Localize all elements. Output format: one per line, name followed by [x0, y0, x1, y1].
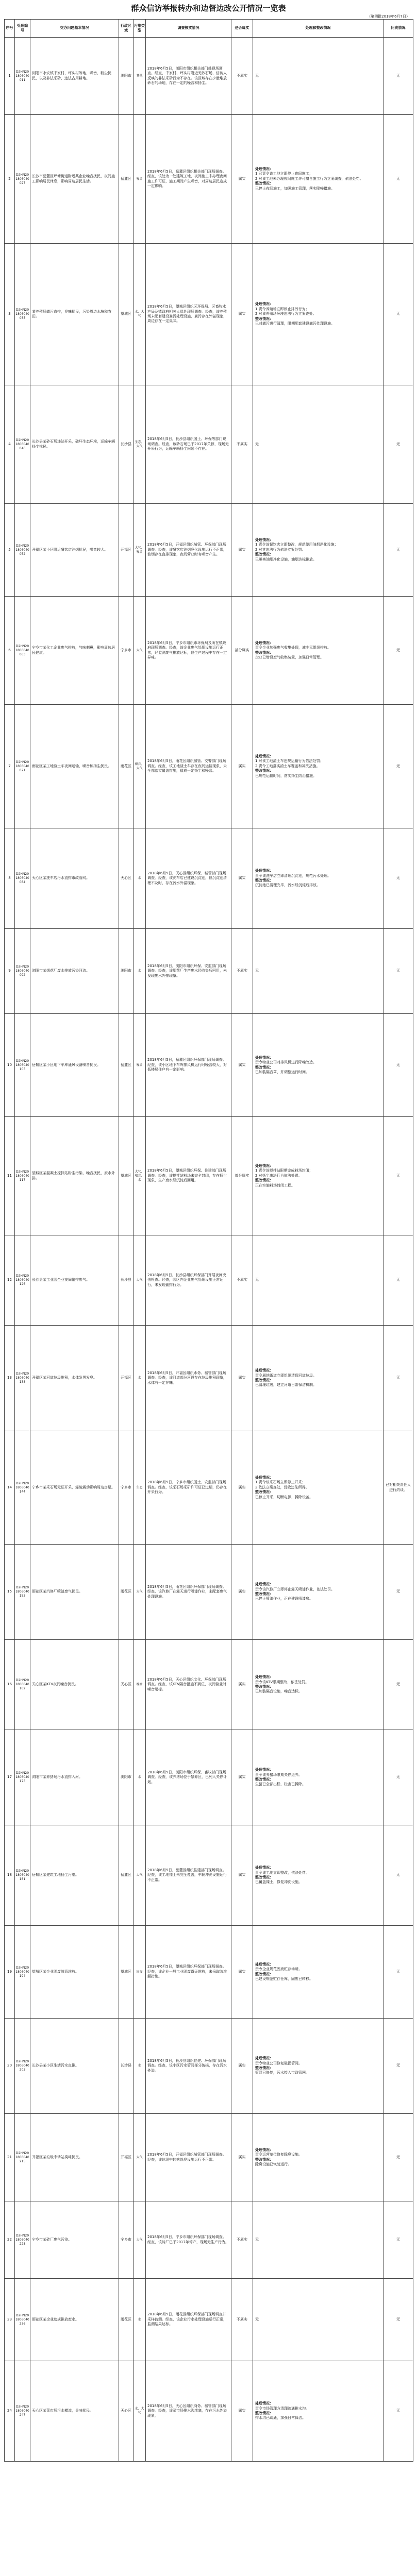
cell-ticket-no: D2HN201806040181: [15, 1825, 30, 1926]
cell-content: 长沙县某砂石场违法开采，破坏生态环境，运输车辆扬尘扰民。: [30, 385, 119, 504]
cell-accountability: 无: [383, 504, 413, 597]
cell-category: 固废: [134, 1926, 146, 2019]
cell-category: 大气: [134, 597, 146, 705]
cell-seq: 20: [5, 2019, 15, 2114]
cell-region: 开福区: [119, 1326, 134, 1431]
cell-region: 岳麓区: [119, 115, 134, 244]
cell-seq: 11: [5, 1117, 15, 1235]
header-investigation: 调查核实情况: [146, 20, 231, 38]
cell-ticket-no: D2HN201806040228: [15, 2201, 30, 2279]
table-row: [5, 597, 413, 705]
cell-seq: 10: [5, 1014, 15, 1117]
cell-status: 属实: [231, 1730, 253, 1825]
cell-seq: 5: [5, 504, 15, 597]
cell-accountability: 无: [383, 705, 413, 828]
cell-content: 浏阳市某烟花厂废水排放污染河流。: [30, 929, 119, 1014]
cell-accountability: 无: [383, 385, 413, 504]
table-row: [5, 1545, 413, 1640]
cell-investigation: 2018年6月5日，开福区组织城管、环保部门现场调查。经查，该餐饮店油烟净化设施运行不正常，油烟存在直排现象，夜间营业时有噪音产生。: [146, 504, 231, 597]
table-row: [5, 828, 413, 929]
cell-seq: 6: [5, 597, 15, 705]
cell-accountability: 无: [383, 1926, 413, 2019]
cell-accountability: 无: [383, 1640, 413, 1730]
cell-status: 不属实: [231, 38, 253, 115]
cell-category: 水: [134, 2019, 146, 2114]
cell-handling: 无: [253, 2201, 383, 2279]
cell-content: 长沙市岳麓区坪塘街道附近某企业噪音扰民，夜间施工影响居民休息，影响周边居民生活。: [30, 115, 119, 244]
cell-status: 属实: [231, 828, 253, 929]
cell-category: 其他: [134, 38, 146, 115]
cell-accountability: 无: [383, 244, 413, 385]
cell-region: 宁乡市: [119, 597, 134, 705]
cell-accountability: 无: [383, 1235, 413, 1326]
cell-investigation: 2018年6月5日，岳麓区组织环保部门现场调查。经查，该小区地下车库排风机运行时噪音较大，对低楼层住户有一定影响。: [146, 1014, 231, 1117]
header-seq: 序号: [5, 20, 15, 38]
table-row: [5, 1730, 413, 1825]
cell-category: 水、大气: [134, 2361, 146, 2462]
cell-content: 开福区某垃圾中转站臭味扰民。: [30, 2114, 119, 2201]
cell-region: 望城区: [119, 1926, 134, 2019]
cell-content: 宁乡市某采石场无证开采，爆破震动影响周边房屋。: [30, 1431, 119, 1545]
cell-region: 宁乡市: [119, 1431, 134, 1545]
cell-region: 天心区: [119, 2361, 134, 2462]
cell-accountability: 无: [383, 2361, 413, 2462]
cell-handling: 处理情况： 责令市场管理方清理疏通排水沟。 整改情况： 排水沟已疏通，加强日常保洁。: [253, 2361, 383, 2462]
cell-investigation: 2018年6月5日，长沙县组织住建、环保部门现场调查。经查，该小区污水管网部分破损，存在污水外溢。: [146, 2019, 231, 2114]
cell-category: 水、大气: [134, 244, 146, 385]
cell-investigation: 2018年6月5日，浏阳市组织环保、安监部门现场调查。经查，该烟花厂生产废水经收集后回用，未发现废水外排现象。: [146, 929, 231, 1014]
cell-ticket-no: D2HN201806040117: [15, 1117, 30, 1235]
cell-status: 属实: [231, 1825, 253, 1926]
cell-ticket-no: D2HN201806040052: [15, 504, 30, 597]
cell-status: 不属实: [231, 2201, 253, 2279]
cell-content: 望城区某企业固废随意堆放。: [30, 1926, 119, 2019]
cell-region: 雨花区: [119, 1545, 134, 1640]
cell-handling: 处理情况： 1.责令该采石场立即停止开采； 2.依法立案查处，没收违法所得。 整改情况： 已停止开采，切断电源，拆除设备。: [253, 1431, 383, 1545]
cell-accountability: 无: [383, 2279, 413, 2361]
cell-investigation: 2018年6月5日，岳麓区组织住建部门现场调查。经查，该工地裸土未完全覆盖，车辆冲洗设施运行不正常。: [146, 1825, 231, 1926]
cell-handling: 处理情况： 责令该洗车店立即清理沉淀池，规范污水处理。 整改情况： 沉淀池已清理完毕，污水经沉淀后排放。: [253, 828, 383, 929]
cell-content: 开福区某小区附近餐饮店油烟扰民，噪音较大。: [30, 504, 119, 597]
batch-label: （第四批: [367, 14, 382, 19]
table-row: [5, 2019, 413, 2114]
table-row: [5, 1235, 413, 1326]
cell-content: 长沙县某工业园企业夜间偷排废气。: [30, 1235, 119, 1326]
cell-category: 水: [134, 2279, 146, 2361]
cell-handling: 处理情况： 责令该养猪场限期关停退养。 整改情况： 生猪已全部出栏，栏舍已拆除。: [253, 1730, 383, 1825]
cell-handling: 处理情况： 1.责令养殖场立即停止排污行为； 2.对该养殖场环境违法行为立案查处。 整改情况： 已对粪污进行清理，限期配套建设粪污处理设施。: [253, 244, 383, 385]
cell-status: 属实: [231, 2361, 253, 2462]
cell-content: 宁乡市某砖厂废气污染。: [30, 2201, 119, 2279]
header-category: 污染类型: [134, 20, 146, 38]
cell-investigation: 2018年6月5日，岳麓区组织相关部门现场调查。经查，该处为一处建筑工地，夜间施工未办理夜间施工许可证，施工期间产生噪音，对周边居民造成一定影响。: [146, 115, 231, 244]
cell-category: 水: [134, 929, 146, 1014]
cell-accountability: 无: [383, 1730, 413, 1825]
cell-investigation: 2018年6月5日，浏阳市组织相关部门赴现场调查。经查，千家村、坪头村附近无砂石场，信访人反映的非法采砂行为不存在。该区域存在少量堆放砂石的场地，存在一定的噪音和扬尘。: [146, 38, 231, 115]
cell-handling: 处理情况： 责令企业加强废气收集处理，减少无组织排放。 整改情况： 企业已增设废气收集装置，加强日常管理。: [253, 597, 383, 705]
cell-handling: 处理情况： 1.责令该搅拌站限期完成料场封闭； 2.对扬尘违法行为依法处罚。 整改情况： 正在实施料场封闭工程。: [253, 1117, 383, 1235]
cell-region: 宁乡市: [119, 2201, 134, 2279]
cell-content: 浏阳市某养猪场污水直排入河。: [30, 1730, 119, 1825]
cell-region: 天心区: [119, 1640, 134, 1730]
table-body: [5, 38, 413, 2462]
cell-investigation: 2018年6月5日，雨花区组织环保部门现场调查。经查，该汽修厂在露天进行喷漆作业，未配套废气处理设施。: [146, 1545, 231, 1640]
cell-seq: 3: [5, 244, 15, 385]
cell-region: 望城区: [119, 1117, 134, 1235]
cell-investigation: 2018年6月5日，望城区组织环保部门现场调查。经查，该企业一般工业固废露天堆放，未采取防渗漏措施。: [146, 1926, 231, 2019]
cell-investigation: 2018年6月5日，雨花区组织环保部门现场调查并采样监测。经查，该企业污水处理设施运行正常，监测结果达标。: [146, 2279, 231, 2361]
cell-handling: 处理情况： 责令物业公司对排风机进行降噪改造。 整改情况： 已加装隔音罩，并调整运行时间。: [253, 1014, 383, 1117]
cell-seq: 24: [5, 2361, 15, 2462]
cell-status: 属实: [231, 1926, 253, 2019]
cell-category: 生态、大气: [134, 385, 146, 504]
cell-accountability: 无: [383, 115, 413, 244]
cell-accountability: 已对相关责任人进行约谈。: [383, 1431, 413, 1545]
table-row: [5, 2114, 413, 2201]
cell-category: 噪音: [134, 1640, 146, 1730]
cell-ticket-no: D2HN201806040027: [15, 115, 30, 244]
cell-ticket-no: D2HN201806040035: [15, 244, 30, 385]
cell-accountability: 无: [383, 1545, 413, 1640]
cell-category: 大气、噪音: [134, 504, 146, 597]
cell-content: 天心区某KTV夜间噪音扰民。: [30, 1640, 119, 1730]
cell-investigation: 2018年6月5日，天心区组织环保、城管部门现场调查。经查，该洗车店已建设沉淀池，但沉淀池清理不及时，存在污水外溢现象。: [146, 828, 231, 929]
cell-status: 属实: [231, 1431, 253, 1545]
cell-ticket-no: D2HN201806040162: [15, 1640, 30, 1730]
cell-seq: 15: [5, 1545, 15, 1640]
cell-ticket-no: D2HN201806040247: [15, 2361, 30, 2462]
cell-seq: 19: [5, 1926, 15, 2019]
cell-seq: 16: [5, 1640, 15, 1730]
cell-status: 属实: [231, 2114, 253, 2201]
cell-seq: 23: [5, 2279, 15, 2361]
cell-ticket-no: D2HN201806040138: [15, 1326, 30, 1431]
cell-ticket-no: D2HN201806040126: [15, 1235, 30, 1326]
cell-region: 浏阳市: [119, 38, 134, 115]
cell-content: 开福区某河道垃圾堆积，水体发黑发臭。: [30, 1326, 119, 1431]
cell-status: 属实: [231, 705, 253, 828]
cell-region: 浏阳市: [119, 1730, 134, 1825]
cell-status: 属实: [231, 1640, 253, 1730]
cell-handling: 处理情况： 责令该汽修厂立即停止露天喷漆作业，依法处罚。 整改情况： 已停止喷漆作业，正在建设喷漆房。: [253, 1545, 383, 1640]
cell-seq: 9: [5, 929, 15, 1014]
table-row: [5, 2201, 413, 2279]
cell-handling: 处理情况： 责令物业公司修复破损管网。 整改情况： 管网已修复，污水接入市政管网。: [253, 2019, 383, 2114]
cell-status: 不属实: [231, 2279, 253, 2361]
cell-seq: 1: [5, 38, 15, 115]
cell-region: 长沙县: [119, 2019, 134, 2114]
cell-handling: 处理情况： 责令该KTV限期整改，依法处罚。 整改情况： 已加装隔音设施，噪音达标。: [253, 1640, 383, 1730]
cell-accountability: 无: [383, 929, 413, 1014]
cell-ticket-no: D2HN201806040144: [15, 1431, 30, 1545]
cell-accountability: 无: [383, 2114, 413, 2201]
cell-category: 水: [134, 1326, 146, 1431]
cell-content: 某养殖场粪污直排，臭味扰民，污染周边水塘和农田。: [30, 244, 119, 385]
cell-investigation: 2018年6月5日，宁乡市组织环保部门现场调查。经查，该砖厂已于2017年停产，现场无生产行为。: [146, 2201, 231, 2279]
table-row: [5, 504, 413, 597]
cell-region: 浏阳市: [119, 929, 134, 1014]
cell-category: 大气: [134, 2201, 146, 2279]
cell-seq: 17: [5, 1730, 15, 1825]
cell-category: 水: [134, 1730, 146, 1825]
cell-ticket-no: D2HN201806040194: [15, 1926, 30, 2019]
cell-region: 岳麓区: [119, 1825, 134, 1926]
cell-accountability: 无: [383, 1014, 413, 1117]
cell-handling: 无: [253, 2279, 383, 2361]
cell-category: 大气、噪音、水: [134, 1117, 146, 1235]
cell-region: 开福区: [119, 504, 134, 597]
cell-region: 雨花区: [119, 705, 134, 828]
cell-handling: 处理情况： 责令企业规范固废贮存场所。 整改情况： 已建设规范贮存仓库，固废已转移。: [253, 1926, 383, 2019]
table-row: [5, 38, 413, 115]
cell-content: 浏阳市永安镇千家村、坪头村等地，噪音、粉尘扰民，以及非法采砂、违法占用耕地。: [30, 38, 119, 115]
cell-category: 生态: [134, 1431, 146, 1545]
cell-ticket-no: D2HN201806040092: [15, 929, 30, 1014]
cell-content: 雨花区某汽修厂喷漆废气扰民。: [30, 1545, 119, 1640]
cell-category: 大气: [134, 1825, 146, 1926]
cell-seq: 7: [5, 705, 15, 828]
cell-investigation: 2018年6月5日，宁乡市组织国土、安监部门现场调查。经查，该采石场采矿许可证已过期，仍存在开采行为。: [146, 1431, 231, 1545]
cell-investigation: 2018年6月5日，望城区组织环保、住建部门现场调查。经查，该搅拌站料场未完全封闭，存在扬尘现象，生产废水经沉淀后回用。: [146, 1117, 231, 1235]
cell-status: 属实: [231, 2019, 253, 2114]
cell-region: 开福区: [119, 2114, 134, 2201]
cell-investigation: 2018年6月5日，长沙县组织国土、环保等部门现场调查。经查，该砂石场已于2017年关停，现场无开采行为，运输车辆扬尘问题不存在。: [146, 385, 231, 504]
cell-status: 不属实: [231, 929, 253, 1014]
table-row: [5, 1825, 413, 1926]
cell-ticket-no: D2HN201806040011: [15, 38, 30, 115]
cell-status: 属实: [231, 1545, 253, 1640]
cell-handling: 无: [253, 385, 383, 504]
header-region: 行政区域: [119, 20, 134, 38]
table-row: [5, 385, 413, 504]
cell-status: 属实: [231, 1326, 253, 1431]
cell-handling: 处理情况： 责令属地街道立即组织清理河道垃圾。 整改情况： 已清理垃圾，建立河道日常保洁机制。: [253, 1326, 383, 1431]
cell-investigation: 2018年6月5日，雨花区组织城管、交警部门现场调查。经查，该工地渣土车存在夜间运输现象，未全部落实覆盖措施，造成一定扬尘和噪音。: [146, 705, 231, 828]
table-row: [5, 1431, 413, 1545]
cell-accountability: 无: [383, 2019, 413, 2114]
cell-region: 望城区: [119, 244, 134, 385]
cell-accountability: 无: [383, 1117, 413, 1235]
cell-ticket-no: D2HN201806040175: [15, 1730, 30, 1825]
cell-seq: 22: [5, 2201, 15, 2279]
cell-content: 天心区某菜市场污水横流，臭味扰民。: [30, 2361, 119, 2462]
cell-status: 部分属实: [231, 597, 253, 705]
cell-handling: 处理情况： 1.对该工地渣土车违规运输行为依法处罚； 2.责令工地落实渣土车覆盖和冲洗措施。 整改情况： 已规范运输时间，落实扬尘防治措施。: [253, 705, 383, 828]
cell-seq: 12: [5, 1235, 15, 1326]
cell-ticket-no: D2HN201806040215: [15, 2114, 30, 2201]
cell-content: 岳麓区某小区地下车库通风设备噪音扰民。: [30, 1014, 119, 1117]
cell-region: 天心区: [119, 828, 134, 929]
cell-seq: 4: [5, 385, 15, 504]
table-row: [5, 2279, 413, 2361]
cell-seq: 14: [5, 1431, 15, 1545]
cell-investigation: 2018年6月5日，开福区组织水务、城管部门现场调查。经查，该河道部分河段存在垃圾堆积现象，水体有一定异味。: [146, 1326, 231, 1431]
cell-handling: 处理情况： 责令运营单位修复除臭设施。 整改情况： 除臭设施已恢复运行。: [253, 2114, 383, 2201]
cell-ticket-no: D2HN201806040105: [15, 1014, 30, 1117]
cell-investigation: 2018年6月5日，长沙县组织环保部门开展夜间突击检查。经查，园区内企业废气处理设施正常运行，未发现偷排行为。: [146, 1235, 231, 1326]
cell-handling: 处理情况： 责令该工地立即整改，依法处罚。 整改情况： 已覆盖裸土，修复冲洗设施。: [253, 1825, 383, 1926]
cell-ticket-no: D2HN201806040063: [15, 597, 30, 705]
cell-content: 雨花区某工地渣土车夜间运输，噪音和扬尘扰民。: [30, 705, 119, 828]
cell-accountability: 无: [383, 2201, 413, 2279]
table-row: [5, 244, 413, 385]
cell-handling: 处理情况： 1.已责令该工地立即停止夜间施工； 2.对该工地未办理夜间施工许可擅自施工行为立案调查，依法处罚。 整改情况： 已停止夜间施工，加强施工管理，落实降噪措施。: [253, 115, 383, 244]
table-row: [5, 115, 413, 244]
header-ticket-no: 受理编号: [15, 20, 30, 38]
cell-category: 大气: [134, 1545, 146, 1640]
cell-ticket-no: D2HN201806040153: [15, 1545, 30, 1640]
cell-ticket-no: D2HN201806040084: [15, 828, 30, 929]
cell-content: 岳麓区某建筑工地扬尘污染。: [30, 1825, 119, 1926]
table-row: [5, 1117, 413, 1235]
cell-handling: 处理情况： 1.责令该餐饮店立即整改，规范使用油烟净化设施； 2.对其违法行为依法立案处罚。 整改情况： 已更换油烟净化设施，油烟达标排放。: [253, 504, 383, 597]
cell-ticket-no: D2HN201806040071: [15, 705, 30, 828]
cell-handling: 无: [253, 1235, 383, 1326]
cell-investigation: 2018年6月5日，浏阳市组织环保、畜牧部门现场调查。经查，该养猪场位于禁养区，已列入关停计划。: [146, 1730, 231, 1825]
cell-status: 属实: [231, 504, 253, 597]
header-accountability: 问责情况: [383, 20, 413, 38]
cell-category: 噪音: [134, 1014, 146, 1117]
table-header-row: [5, 20, 413, 38]
batch-date: [4, 14, 413, 19]
cell-accountability: 无: [383, 1825, 413, 1926]
cell-status: 属实: [231, 244, 253, 385]
cell-content: 雨花区某企业违规排放废水。: [30, 2279, 119, 2361]
cell-handling: 无: [253, 38, 383, 115]
cell-region: 岳麓区: [119, 1014, 134, 1117]
header-content: 交办问题基本情况: [30, 20, 119, 38]
cell-status: 属实: [231, 115, 253, 244]
table-row: [5, 1014, 413, 1117]
cell-ticket-no: D2HN201806040236: [15, 2279, 30, 2361]
cell-accountability: 无: [383, 38, 413, 115]
table-row: [5, 1326, 413, 1431]
cell-status: 不属实: [231, 385, 253, 504]
cell-accountability: 无: [383, 828, 413, 929]
table-row: [5, 2361, 413, 2462]
cell-content: 宁乡市某化工企业废气排放，气味刺鼻，影响周边居民健康。: [30, 597, 119, 705]
cell-seq: 18: [5, 1825, 15, 1926]
cell-category: 水: [134, 828, 146, 929]
cell-investigation: 2018年6月5日，望城区组织区环保局、区畜牧水产局及镇政府相关人员赴现场调查。经查，该养殖场未配套建设粪污处理设施，粪污存在外溢现象，周边存在一定臭味。: [146, 244, 231, 385]
cell-investigation: 2018年6月5日，天心区组织文化、环保部门现场调查。经查，该KTV隔音措施不到位，夜间营业时噪音超标。: [146, 1640, 231, 1730]
cell-category: 噪音、大气: [134, 705, 146, 828]
cell-accountability: 无: [383, 1326, 413, 1431]
cell-investigation: 2018年6月5日，开福区组织城管部门现场调查。经查，该垃圾中转站除臭设施运行不正常。: [146, 2114, 231, 2201]
cell-category: 大气: [134, 2114, 146, 2201]
cell-ticket-no: D2HN201806040203: [15, 2019, 30, 2114]
cell-content: 长沙县某小区生活污水直排。: [30, 2019, 119, 2114]
header-handling: 处理和整改情况: [253, 20, 383, 38]
cell-content: 天心区某洗车店污水直排市政管网。: [30, 828, 119, 929]
table-row: [5, 1926, 413, 2019]
cell-region: 长沙县: [119, 385, 134, 504]
cell-seq: 2: [5, 115, 15, 244]
cell-ticket-no: D2HN201806040046: [15, 385, 30, 504]
table-row: [5, 1640, 413, 1730]
cell-handling: 无: [253, 929, 383, 1014]
cell-seq: 21: [5, 2114, 15, 2201]
cell-investigation: 2018年6月5日，宁乡市组织市环保局及所在镇政府现场调查。经查，该企业废气处理设施运行正常，经监测废气排放达标，但生产过程中存在一定异味。: [146, 597, 231, 705]
publish-date: 2018年6月7日）: [381, 14, 410, 19]
cell-investigation: 2018年6月5日，天心区组织商务、城管部门现场调查。经查，该菜市场排水沟堵塞，存在污水外溢现象。: [146, 2361, 231, 2462]
cell-seq: 13: [5, 1326, 15, 1431]
cell-content: 望城区某混凝土搅拌站粉尘污染、噪音扰民，废水外排。: [30, 1117, 119, 1235]
cell-category: 大气: [134, 1235, 146, 1326]
table-row: [5, 705, 413, 828]
cell-status: 属实: [231, 1014, 253, 1117]
document-title: 群众信访举报转办和边督边改公开情况一览表: [131, 4, 286, 13]
cell-category: 噪音: [134, 115, 146, 244]
cell-region: 长沙县: [119, 1235, 134, 1326]
cell-accountability: 无: [383, 597, 413, 705]
header-status: 是否属实: [231, 20, 253, 38]
table-row: [5, 929, 413, 1014]
cell-seq: 8: [5, 828, 15, 929]
cell-status: 部分属实: [231, 1117, 253, 1235]
complaint-table: [4, 19, 413, 2462]
cell-status: 不属实: [231, 1235, 253, 1326]
cell-region: 雨花区: [119, 2279, 134, 2361]
